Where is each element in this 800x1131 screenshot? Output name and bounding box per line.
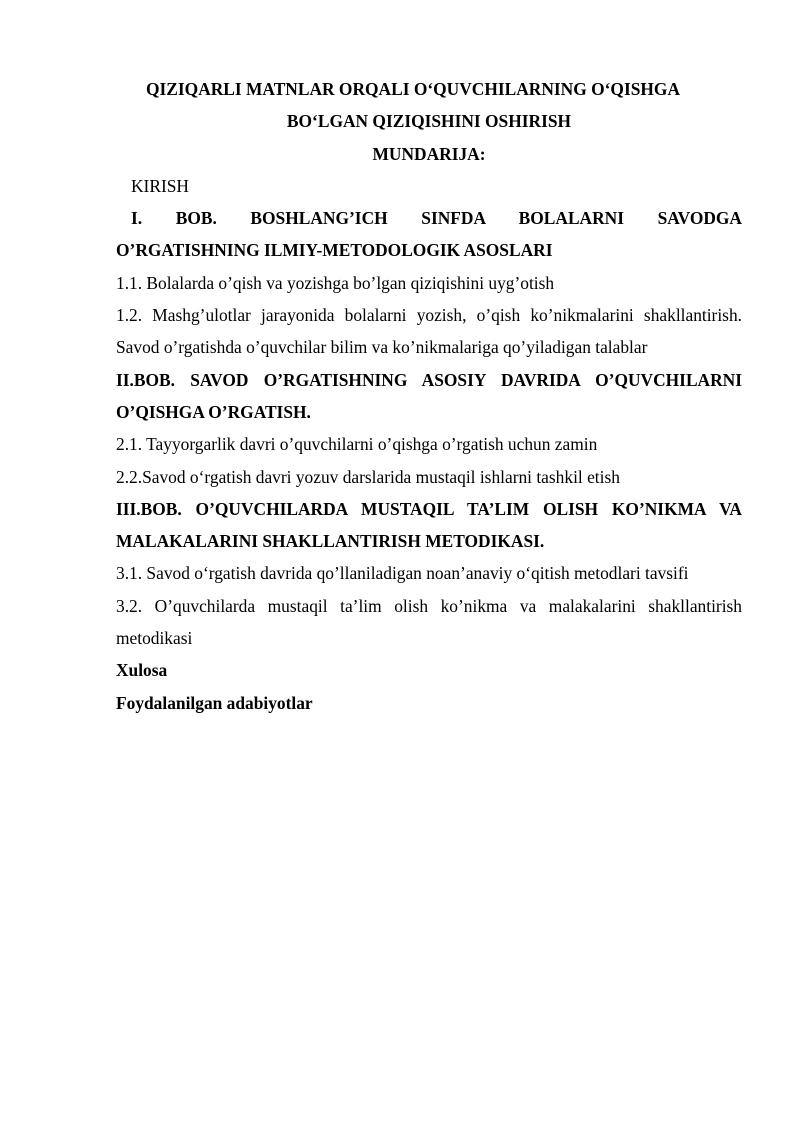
toc-chapter-3-line-1: III.BOB. O’QUVCHILARDA MUSTAQIL TA’LIM OLISH KO’NIKMA VA [116,498,742,519]
toc-item-2-2: 2.2.Savod o‘rgatish davri yozuv darslarida mustaqil ishlarni tashkil etish [116,466,620,487]
toc-chapter-2-line-1: II.BOB. SAVOD O’RGATISHNING ASOSIY DAVRIDA O’QUVCHILARNI [116,369,742,390]
toc-chapter-3-line-2: MALAKALARINI SHAKLLANTIRISH METODIKASI. [116,531,545,552]
toc-item-1-2-line-1: 1.2. Mashg’ulotlar jarayonida bolalarni yozish, o’qish ko’nikmalarini shakllantirish. [116,305,742,326]
toc-item-3-2-line-1: 3.2. O’quvchilarda mustaqil ta’lim olish ko’nikma va malakalarini shakllantirish [116,595,742,616]
toc-conclusion: Xulosa [116,660,168,681]
toc-item-1-2-line-2: Savod o’rgatishda o’quvchilar bilim va ko’nikmalariga qo’yiladigan talablar [116,337,648,358]
toc-intro: KIRISH [131,175,189,196]
toc-item-2-1: 2.1. Tayyorgarlik davri o’quvchilarni o’qishga o’rgatish uchun zamin [116,434,598,455]
toc-chapter-2-line-2: O’QISHGA O’RGATISH. [116,401,311,422]
toc-item-3-1: 3.1. Savod o‘rgatish davrida qo’llaniladigan noan’anaviy o‘qitish metodlari tavsifi [116,563,689,584]
toc-references: Foydalanilgan adabiyotlar [116,692,313,713]
contents-heading: MUNDARIJA: [372,143,486,164]
document-page [116,73,742,719]
document-title-line-2: BO‘LGAN QIZIQISHINI OSHIRISH [286,111,572,132]
toc-chapter-1-line-2: O’RGATISHNING ILMIY-METODOLOGIK ASOSLARI [116,240,553,261]
toc-chapter-1-line-1: I. BOB. BOSHLANG’ICH SINFDA BOLALARNI SAVODGA [131,208,742,229]
document-title-line-1: QIZIQARLI MATNLAR ORQALI O‘QUVCHILARNING O‘QISHGA [146,79,681,99]
toc-item-3-2-line-2: metodikasi [116,628,193,649]
toc-item-1-1: 1.1. Bolalarda o’qish va yozishga bo’lgan qiziqishini uyg’otish [116,272,555,293]
